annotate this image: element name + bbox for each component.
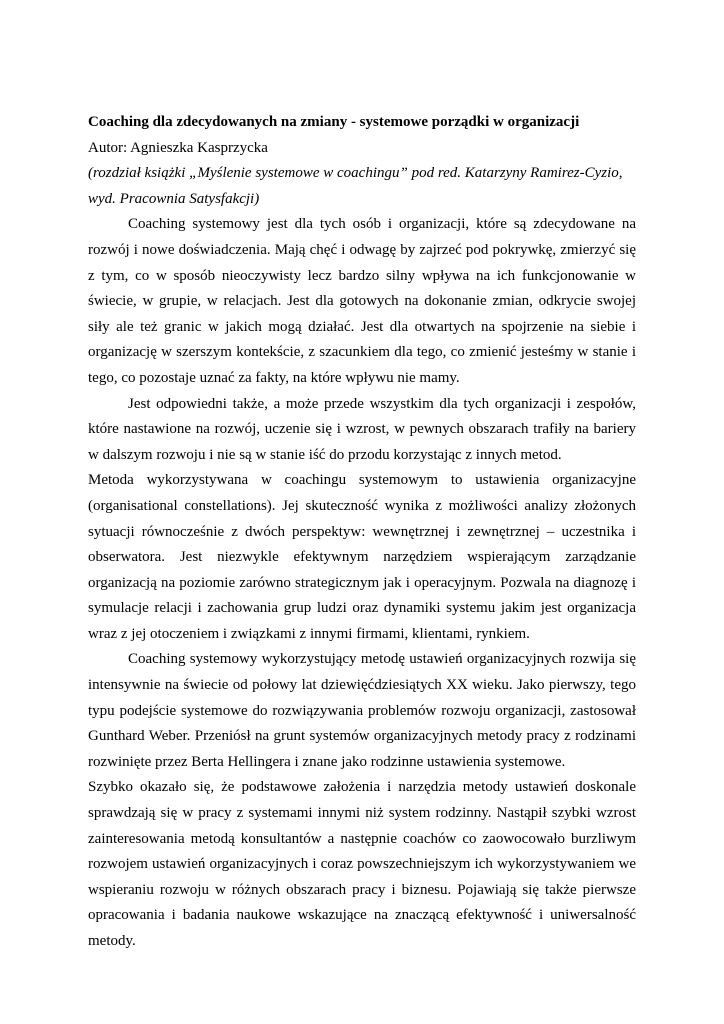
source-note-line-2: wyd. Pracownia Satysfakcji) bbox=[88, 190, 260, 207]
paragraph-1: Coaching systemowy jest dla tych osób i organizacji, które są zdecydowane na rozwój i nowe doświadczenia. Mają chęć i odwagę by zajrzeć pod pokrywkę, zmierzyć się z tym, co w sposób nieoczywisty lecz bardzo silny wpływa na ich funkcjonowanie w świecie, w grupie, w relacjach. Jest dla gotowych na dokonanie zmian, odkrycie swojej siły ale też granic w jakich mogą działać. Jest dla otwartych na spojrzenie na siebie i organizację w szerszym kontekście, z szacunkiem dla tego, co zmienić jesteśmy w stanie i tego, co pozostaje uznać za fakty, na które wpływu nie mamy. bbox=[88, 216, 636, 386]
paragraph-3: Metoda wykorzystywana w coachingu systemowym to ustawienia organizacyjne (organisational constellations). Jej skuteczność wynika z możliwości analizy złożonych sytuacji równocześnie z dwóch perspektyw: wewnętrznej i zewnętrznej – uczestnika i obserwatora. Jest niezwykle efektywnym narzędziem wspierającym zarządzanie organizacją na poziomie zarówno strategicznym jak i operacyjnym. Pozwala na diagnozę i symulacje relacji i zachowania grup ludzi oraz dynamiki systemu jakim jest organizacja wraz z jej otoczeniem i związkami z innymi firmami, klientami, rynkiem. bbox=[88, 472, 636, 642]
document-author: Autor: Agnieszka Kasprzycka bbox=[88, 139, 268, 156]
source-note-line-1: (rozdział książki „Myślenie systemowe w coachingu” pod red. Katarzyny Ramirez-Cyzio, bbox=[88, 165, 623, 182]
paragraph-4: Coaching systemowy wykorzystujący metodę ustawień organizacyjnych rozwija się intensywnie na świecie od połowy lat dziewięćdziesiątych XX wieku. Jako pierwszy, tego typu podejście systemowe do rozwiązywania problemów rozwoju organizacji, zastosował Gunthard Weber. Przeniósł na grunt systemów organizacyjnych metody pracy z rodzinami rozwinięte przez Berta Hellingera i znane jako rodzinne ustawienia systemowe. bbox=[88, 651, 636, 770]
paragraph-2: Jest odpowiedni także, a może przede wszystkim dla tych organizacji i zespołów, które nastawione na rozwój, uczenie się i wzrost, w pewnych obszarach trafiły na bariery w dalszym rozwoju i nie są w stanie iść do przodu korzystając z innych metod. bbox=[88, 395, 636, 463]
paragraph-5: Szybko okazało się, że podstawowe założenia i narzędzia metody ustawień doskonale sprawdzają się w pracy z systemami innymi niż system rodzinny. Nastąpił szybki wzrost zainteresowania metodą konsultantów a następnie coachów co zaowocowało burzliwym rozwojem ustawień organizacyjnych i coraz powszechniejszym ich wykorzystywaniem we wspieraniu rozwoju w różnych obszarach pracy i biznesu. Pojawiają się także pierwsze opracowania i badania naukowe wskazujące na znaczącą efektywność i uniwersalność metody. bbox=[88, 779, 636, 949]
document-title: Coaching dla zdecydowanych na zmiany - systemowe porządki w organizacji bbox=[88, 114, 580, 130]
document-page bbox=[88, 110, 636, 955]
